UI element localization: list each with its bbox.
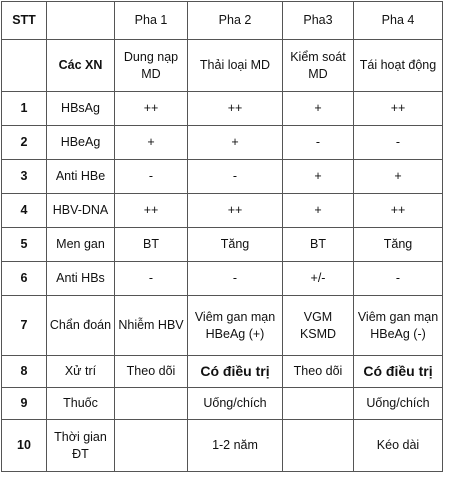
- header-phase-1-desc: [115, 40, 188, 92]
- header-empty: [2, 40, 47, 92]
- cell-phase-1: Theo dõi: [115, 356, 188, 388]
- row-test-label: Chẩn đoán: [47, 296, 115, 356]
- cell-phase-1: -: [115, 160, 188, 194]
- row-test-label: Men gan: [47, 228, 115, 262]
- cell-phase-2: -: [188, 262, 283, 296]
- table-row: [2, 160, 443, 194]
- cell-phase-4: -: [354, 262, 443, 296]
- cell-phase-3: [283, 420, 354, 472]
- header-phase-2-desc: [188, 40, 283, 92]
- header-row-phases: [2, 2, 443, 40]
- cell-phase-3: VGM KSMD: [283, 296, 354, 356]
- table-body: [2, 2, 443, 472]
- row-number: 8: [2, 356, 47, 388]
- row-number: 5: [2, 228, 47, 262]
- header-phase-2: Pha 2: [188, 2, 283, 40]
- cell-phase-4: ++: [354, 194, 443, 228]
- table-row: [2, 296, 443, 356]
- cell-phase-4: Kéo dài: [354, 420, 443, 472]
- cell-phase-4: Viêm gan mạn HBeAg (-): [354, 296, 443, 356]
- cell-phase-4: Uống/chích: [354, 388, 443, 420]
- table-row: [2, 194, 443, 228]
- cell-phase-1: [115, 420, 188, 472]
- hbv-phase-table: [1, 1, 443, 472]
- table-row: [2, 420, 443, 472]
- row-number: 3: [2, 160, 47, 194]
- cell-phase-2: Uống/chích: [188, 388, 283, 420]
- cell-phase-1: ++: [115, 194, 188, 228]
- cell-phase-3: BT: [283, 228, 354, 262]
- table-row: [2, 356, 443, 388]
- header-phase-3: Pha3: [283, 2, 354, 40]
- cell-phase-2: ++: [188, 194, 283, 228]
- row-number: 1: [2, 92, 47, 126]
- cell-phase-3: -: [283, 126, 354, 160]
- header-phase-4: Pha 4: [354, 2, 443, 40]
- row-test-label: Thuốc: [47, 388, 115, 420]
- row-number: 6: [2, 262, 47, 296]
- table-row: [2, 262, 443, 296]
- table-row: [2, 228, 443, 262]
- cell-phase-1: -: [115, 262, 188, 296]
- header-phase-4-desc: [354, 40, 443, 92]
- cell-phase-1: BT: [115, 228, 188, 262]
- row-number: 2: [2, 126, 47, 160]
- cell-phase-3: +: [283, 160, 354, 194]
- phase-1-desc-line-1: Dung nạp: [123, 49, 179, 64]
- row-test-label: HBeAg: [47, 126, 115, 160]
- cell-phase-2: Có điều trị: [188, 356, 283, 388]
- row-number: 9: [2, 388, 47, 420]
- cell-phase-2: ++: [188, 92, 283, 126]
- cell-phase-1: +: [115, 126, 188, 160]
- cell-phase-3: Theo dõi: [283, 356, 354, 388]
- header-phase-3-desc: [283, 40, 354, 92]
- cell-phase-4: ++: [354, 92, 443, 126]
- phase-1-desc-line-2: MD: [141, 66, 161, 81]
- table-row: [2, 92, 443, 126]
- cell-phase-4: Tăng: [354, 228, 443, 262]
- phase-3-desc-line-2: MD: [308, 66, 328, 81]
- cell-phase-3: +: [283, 194, 354, 228]
- header-stt: STT: [2, 2, 47, 40]
- cell-phase-1: ++: [115, 92, 188, 126]
- row-test-label: Anti HBe: [47, 160, 115, 194]
- phase-2-desc-line-1: Thải loại MD: [199, 58, 271, 73]
- phase-3-desc-line-1: Kiểm soát: [290, 49, 346, 64]
- cell-phase-4: +: [354, 160, 443, 194]
- cell-phase-1: Nhiễm HBV: [115, 296, 188, 356]
- cell-phase-2: -: [188, 160, 283, 194]
- row-number: 4: [2, 194, 47, 228]
- row-test-label: Thời gian ĐT: [47, 420, 115, 472]
- cell-phase-2: Viêm gan mạn HBeAg (+): [188, 296, 283, 356]
- cell-phase-3: +: [283, 92, 354, 126]
- row-number: 7: [2, 296, 47, 356]
- cell-phase-2: 1-2 năm: [188, 420, 283, 472]
- phase-4-desc-line-1: Tái hoạt động: [359, 58, 437, 73]
- cell-phase-2: Tăng: [188, 228, 283, 262]
- header-phase-1: Pha 1: [115, 2, 188, 40]
- header-test-label: Các XN: [47, 40, 115, 92]
- table-row: [2, 388, 443, 420]
- row-test-label: HBV-DNA: [47, 194, 115, 228]
- row-test-label: HBsAg: [47, 92, 115, 126]
- row-test-label: Anti HBs: [47, 262, 115, 296]
- cell-phase-4: -: [354, 126, 443, 160]
- row-number: 10: [2, 420, 47, 472]
- table-row: [2, 126, 443, 160]
- cell-phase-3: [283, 388, 354, 420]
- cell-phase-1: [115, 388, 188, 420]
- header-empty: [47, 2, 115, 40]
- cell-phase-3: +/-: [283, 262, 354, 296]
- header-row-descriptions: [2, 40, 443, 92]
- cell-phase-2: +: [188, 126, 283, 160]
- cell-phase-4: Có điều trị: [354, 356, 443, 388]
- row-test-label: Xử trí: [47, 356, 115, 388]
